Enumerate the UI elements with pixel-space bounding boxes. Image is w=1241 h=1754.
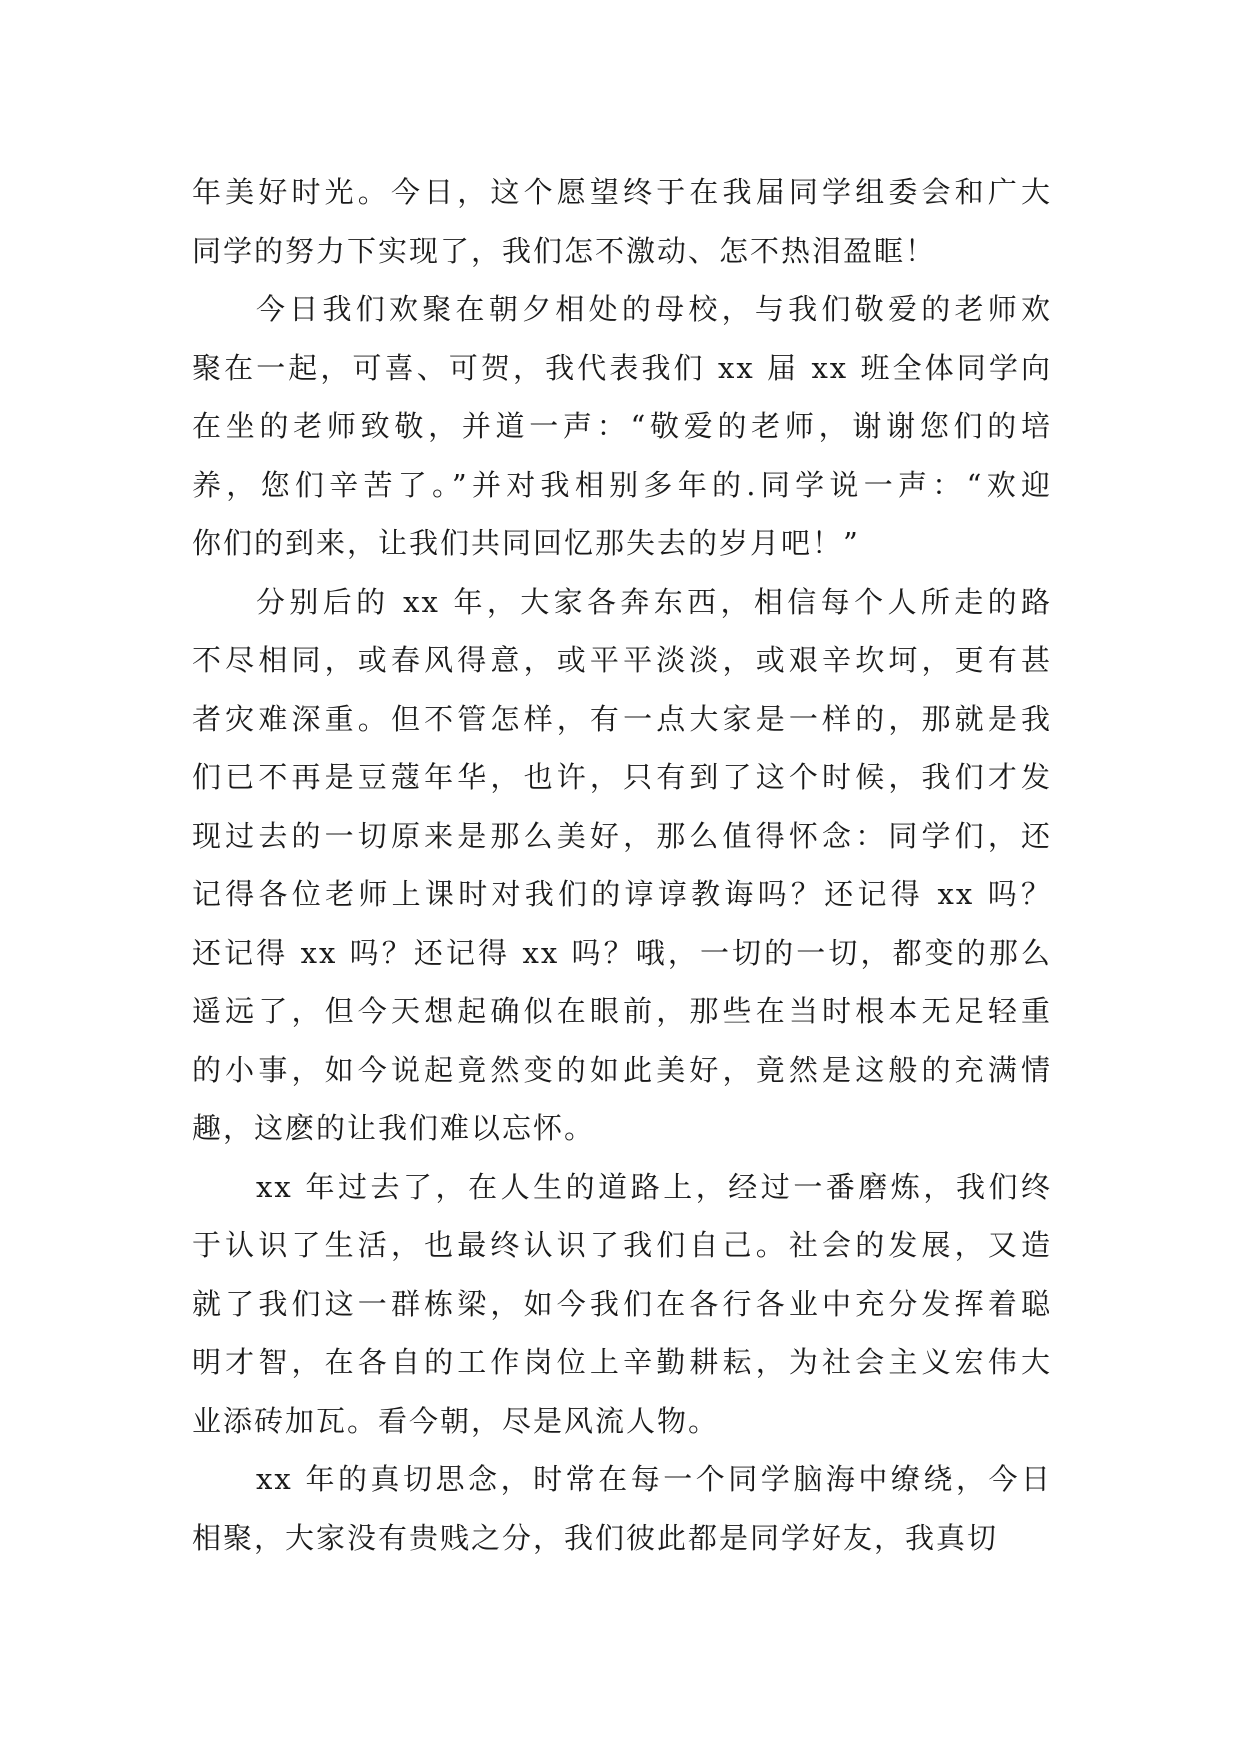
text-line: 年美好时光。今日，这个愿望终于在我届同学组委会和广大: [192, 175, 1052, 209]
text-line: 不尽相同，或春风得意，或平平淡淡，或艰辛坎坷，更有甚: [192, 643, 1052, 677]
paragraph: [192, 163, 1052, 280]
body-text: [192, 163, 1052, 1567]
text-line: 趣，这麽的让我们难以忘怀。: [192, 1111, 596, 1145]
text-line: 于认识了生活，也最终认识了我们自己。社会的发展，又造: [192, 1228, 1052, 1262]
text-line: 明才智，在各自的工作岗位上辛勤耕耘，为社会主义宏伟大: [192, 1345, 1052, 1379]
text-line: 遥远了，但今天想起确似在眼前，那些在当时根本无足轻重: [192, 994, 1052, 1028]
paragraph: [192, 1450, 1052, 1567]
paragraph: [192, 280, 1052, 573]
text-line: xx 年的真切思念，时常在每一个同学脑海中缭绕，今日: [256, 1462, 1052, 1496]
paragraph: [192, 573, 1052, 1158]
text-line: 还记得 xx 吗？还记得 xx 吗？哦，一切的一切，都变的那么: [192, 935, 1052, 970]
text-line: 在坐的老师致敬，并道一声：“敬爱的老师，谢谢您们的培: [192, 409, 1052, 443]
text-line: 养，您们辛苦了。”并对我相别多年的.同学说一声：“欢迎: [192, 467, 1052, 502]
text-line: 们已不再是豆蔻年华，也许，只有到了这个时候，我们才发: [192, 760, 1052, 794]
text-line: 同学的努力下实现了，我们怎不激动、怎不热泪盈眶！: [192, 233, 937, 268]
text-line: 记得各位老师上课时对我们的谆谆教诲吗？还记得 xx 吗？: [192, 877, 1052, 911]
text-line: 的小事，如今说起竟然变的如此美好，竟然是这般的充满情: [192, 1052, 1052, 1087]
text-line: 者灾难深重。但不管怎样，有一点大家是一样的，那就是我: [192, 701, 1052, 736]
paragraph: [192, 1158, 1052, 1451]
text-line: 现过去的一切原来是那么美好，那么值得怀念：同学们，还: [192, 818, 1052, 853]
text-line: xx 年过去了，在人生的道路上，经过一番磨炼，我们终: [256, 1169, 1052, 1204]
text-line: 聚在一起，可喜、可贺，我代表我们 xx 届 xx 班全体同学向: [192, 350, 1052, 385]
text-line: 今日我们欢聚在朝夕相处的母校，与我们敬爱的老师欢: [256, 292, 1052, 326]
text-line: 你们的到来，让我们共同回忆那失去的岁月吧！”: [192, 526, 860, 560]
text-line: 分别后的 xx 年，大家各奔东西，相信每个人所走的路: [256, 584, 1052, 619]
text-line: 业添砖加瓦。看今朝，尽是风流人物。: [192, 1403, 720, 1438]
text-line: 就了我们这一群栋梁，如今我们在各行各业中充分发挥着聪: [192, 1286, 1052, 1321]
text-line: 相聚，大家没有贵贱之分，我们彼此都是同学好友，我真切: [192, 1520, 999, 1555]
